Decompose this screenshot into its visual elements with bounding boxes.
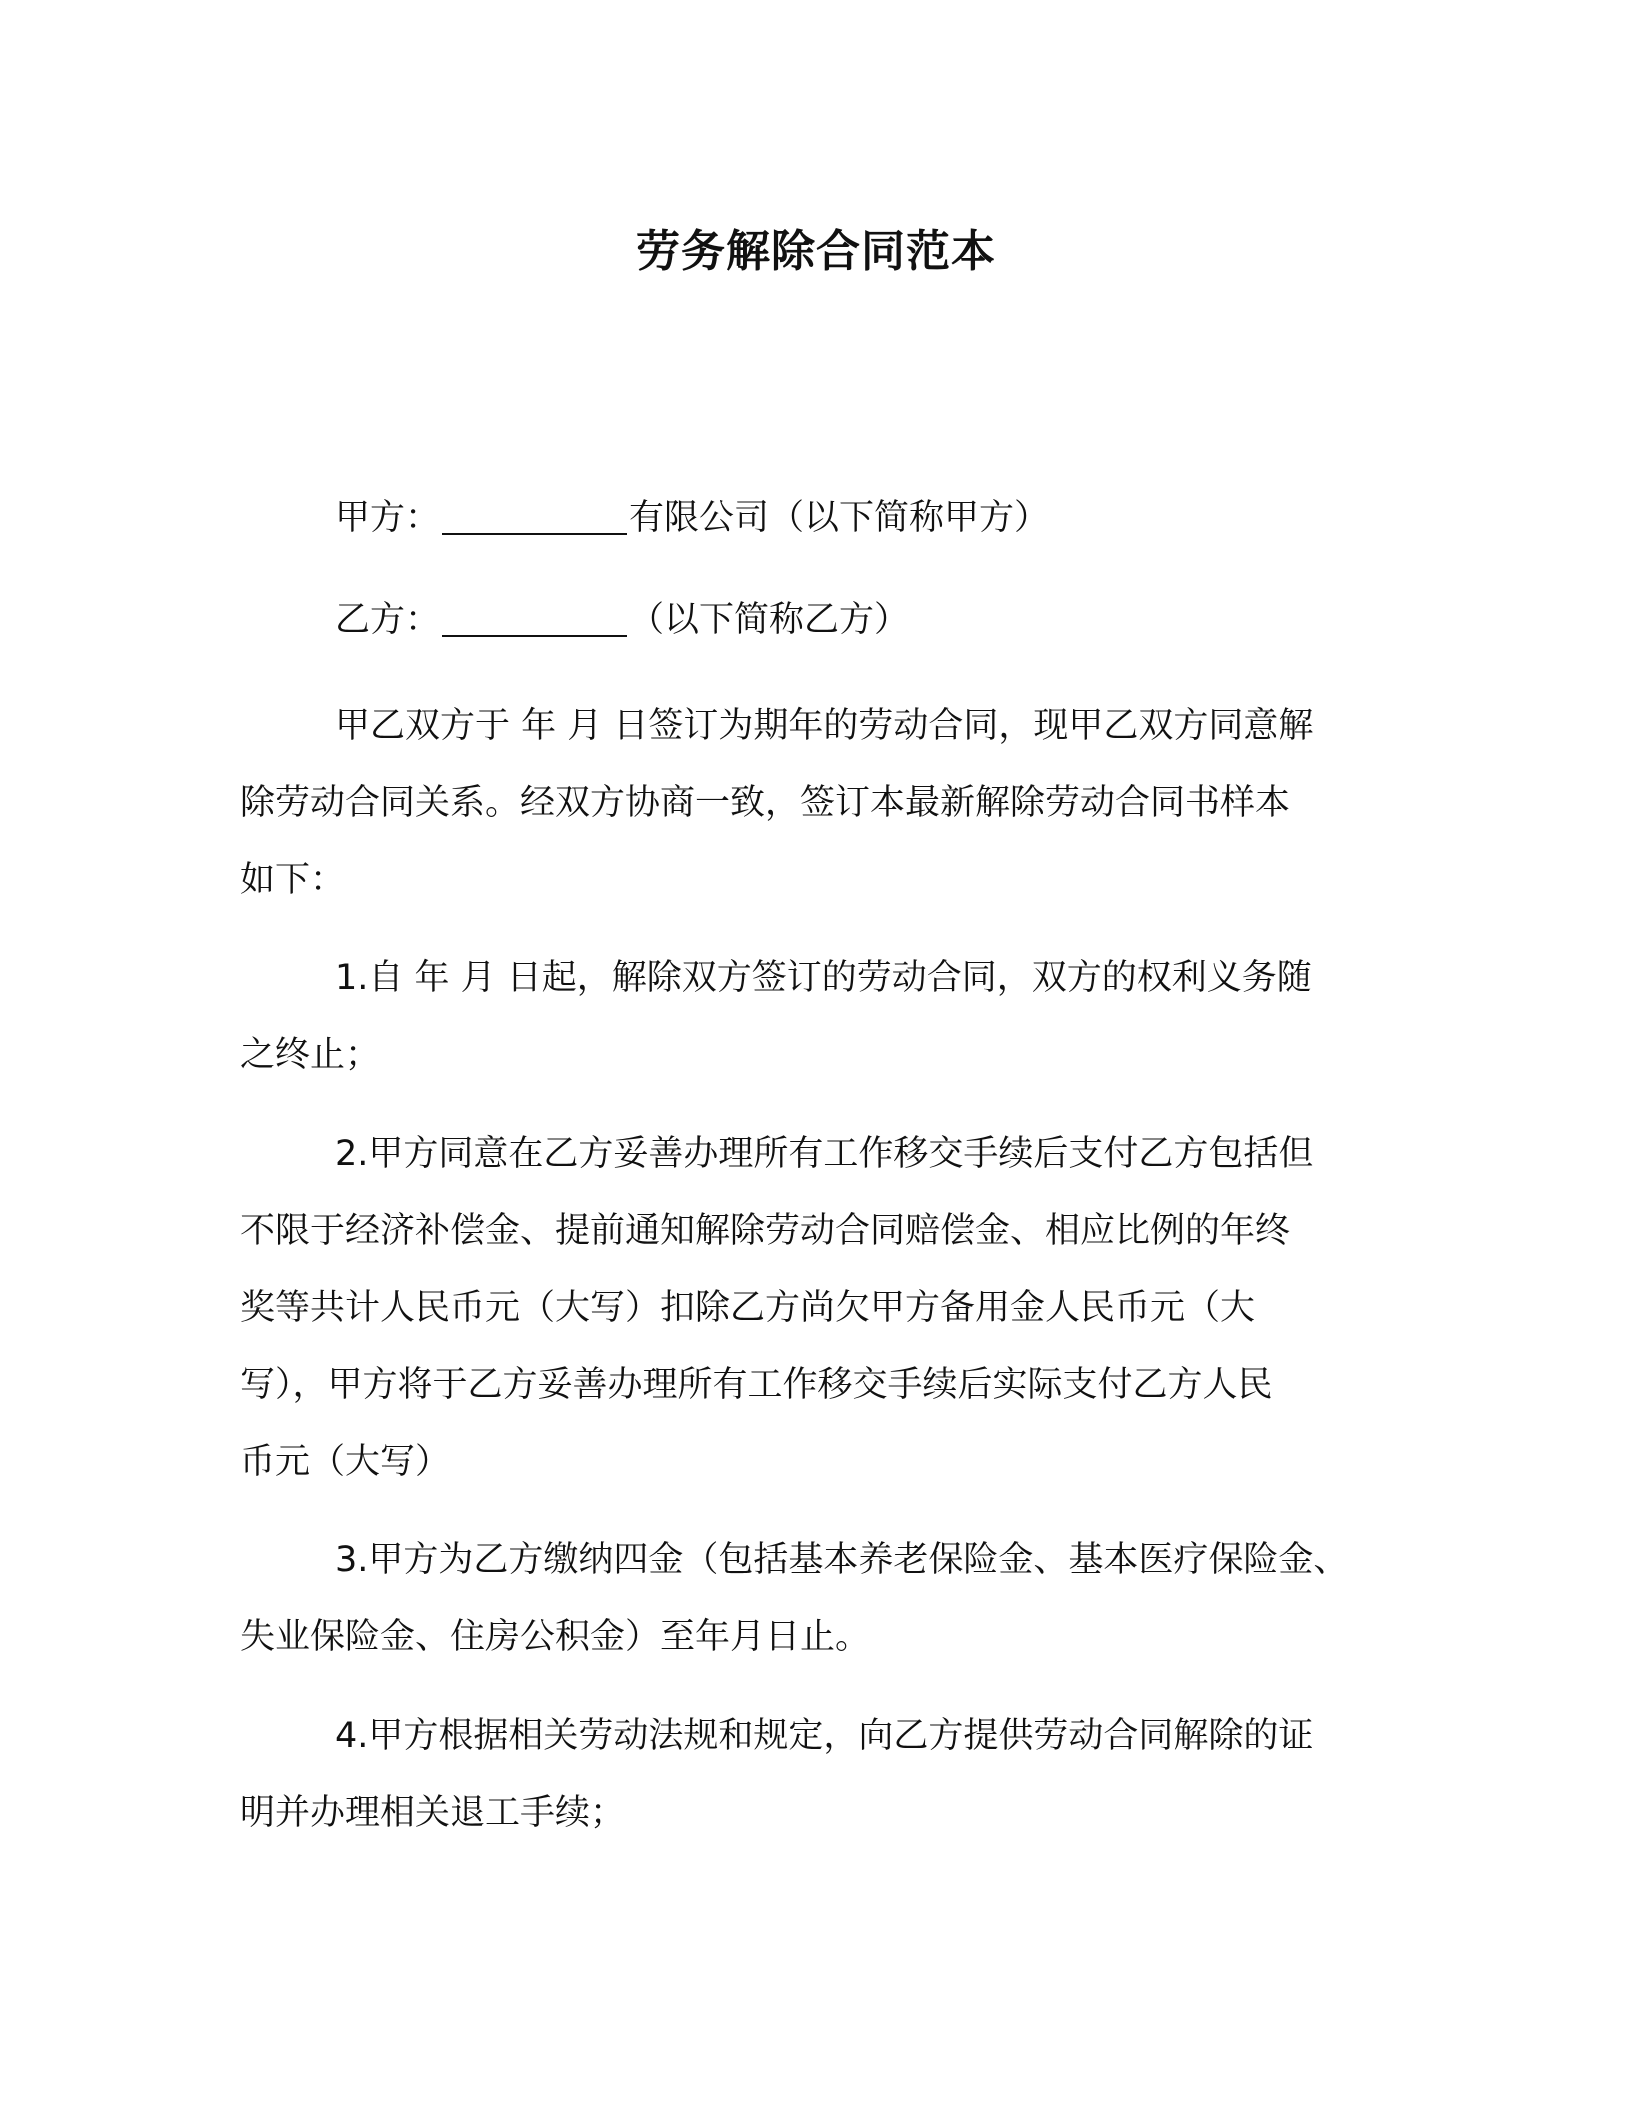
party-a-name-blank bbox=[442, 499, 627, 535]
party-b-suffix: （以下简称乙方） bbox=[629, 600, 910, 640]
clause-2-line: 不限于经济补偿金、提前通知解除劳动合同赔偿金、相应比例的年终 bbox=[240, 1211, 1291, 1251]
clause-3-paragraph bbox=[240, 1522, 1390, 1676]
party-b-name-blank bbox=[442, 601, 627, 637]
clause-4-line: 明并办理相关退工手续； bbox=[240, 1793, 626, 1833]
party-b-row bbox=[240, 582, 1390, 659]
preamble-paragraph bbox=[240, 688, 1390, 919]
clause-1-line: 1.自 年 月 日起，解除双方签订的劳动合同，双方的权利义务随 bbox=[335, 958, 1312, 998]
clause-2-paragraph bbox=[240, 1116, 1390, 1501]
preamble-line: 甲乙双方于 年 月 日签订为期年的劳动合同，现甲乙双方同意解 bbox=[335, 706, 1314, 746]
clause-1-line: 之终止； bbox=[240, 1035, 381, 1075]
preamble-line: 除劳动合同关系。经双方协商一致，签订本最新解除劳动合同书样本 bbox=[240, 783, 1291, 823]
party-b-label: 乙方： bbox=[335, 600, 441, 640]
clause-3-line: 失业保险金、住房公积金）至年月日止。 bbox=[240, 1617, 871, 1657]
clause-1-paragraph bbox=[240, 940, 1390, 1094]
party-a-suffix: 有限公司（以下简称甲方） bbox=[629, 498, 1050, 538]
party-b-line bbox=[240, 582, 1390, 659]
party-a-row bbox=[240, 480, 1390, 557]
document-title: 劳务解除合同范本 bbox=[636, 226, 996, 277]
clause-2-line: 2.甲方同意在乙方妥善办理所有工作移交手续后支付乙方包括但 bbox=[335, 1134, 1314, 1174]
clause-4-paragraph bbox=[240, 1698, 1390, 1852]
clause-2-line: 奖等共计人民币元（大写）扣除乙方尚欠甲方备用金人民币元（大 bbox=[240, 1288, 1256, 1328]
party-a-label: 甲方： bbox=[335, 498, 441, 538]
clause-3-line: 3.甲方为乙方缴纳四金（包括基本养老保险金、基本医疗保险金、 bbox=[335, 1540, 1349, 1580]
preamble-line: 如下： bbox=[240, 860, 346, 900]
party-a-line bbox=[240, 480, 1390, 557]
clause-2-line: 币元（大写） bbox=[240, 1442, 451, 1482]
clause-4-line: 4.甲方根据相关劳动法规和规定，向乙方提供劳动合同解除的证 bbox=[335, 1716, 1314, 1756]
clause-2-line: 写），甲方将于乙方妥善办理所有工作移交手续后实际支付乙方人民 bbox=[240, 1365, 1273, 1405]
